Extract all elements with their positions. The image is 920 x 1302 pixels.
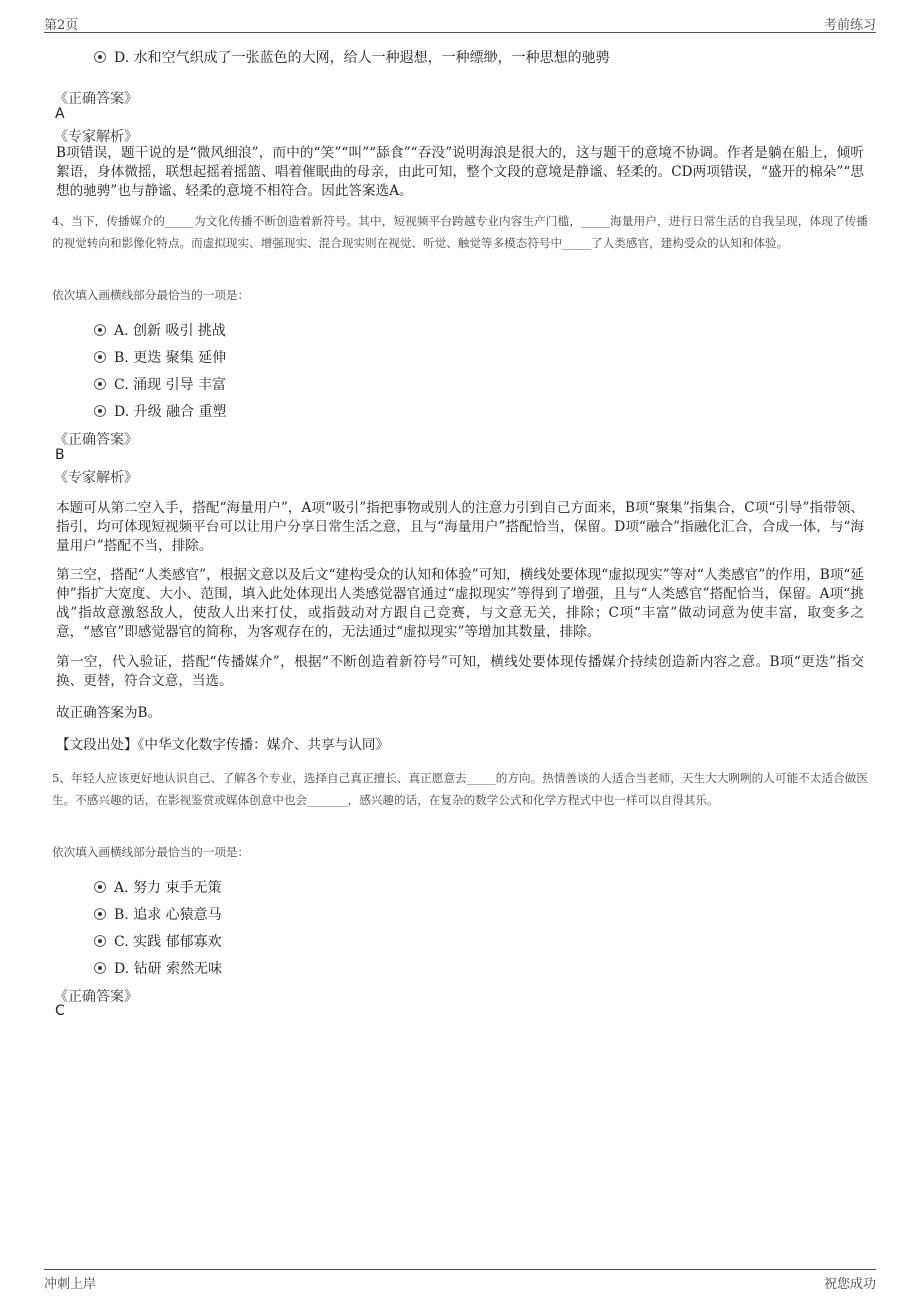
header-title: 考前练习: [823, 18, 876, 33]
q4-answer-label: 《正确答案》: [54, 432, 138, 448]
q5-prompt: 依次填入画横线部分最恰当的一项是：: [52, 845, 250, 859]
q5-answer-label: 《正确答案》: [54, 989, 138, 1005]
radio-icon[interactable]: [94, 908, 106, 920]
q3-analysis-label: 《专家解析》: [54, 129, 138, 145]
radio-icon[interactable]: [94, 351, 106, 363]
q4-analysis-p1: 本题可从第二空入手，搭配“海量用户”，A项“吸引”指把事物或别人的注意力引到自己方面来，B项“聚集”指集合，C项“引导”指带领、指引，均可体现短视频平台可以让用户分享日常生活之意，且与“海量用户”搭配恰当，保留。D项“融合”指融化汇合，合成一体，与“海量用户”搭配不当，排除。: [56, 500, 864, 554]
q4-source: 【文段出处】《中华文化数字传播：媒介、共享与认同》: [56, 737, 390, 753]
q4-stem: 4、当下，传播媒介的_____为文化传播不断创造着新符号。其中，短视频平台跨越专业内容生产门槛，_____海量用户，进行日常生活的自我呈现，体现了传播的视觉转向和影像化特点。而虚拟现实、增强现实、混合现实则在视觉、听觉、触觉等多模态符号中_____了人类感官，建构受众的认知和体验。: [52, 214, 868, 250]
page-number: 第2页: [44, 18, 79, 33]
radio-icon[interactable]: [94, 405, 106, 417]
q4-prompt: 依次填入画横线部分最恰当的一项是：: [52, 288, 250, 302]
radio-icon[interactable]: [94, 378, 106, 390]
q3-analysis: B项错误，题干说的是“微风细浪”，而中的“笑”“叫”“舔食”“吞没”说明海浪是很大的，这与题干的意境不协调。作者是躺在船上，倾听絮语，身体微摇，联想起摇着摇篮、唱着催眠曲的母亲，由此可知，整个文段的意境是静谧、轻柔的。CD两项错误，“盛开的棉朵”“思想的驰骋”也与静谧、轻柔的意境不相符合。因此答案选A。: [56, 145, 864, 199]
q5-answer: C: [55, 1003, 65, 1019]
radio-icon[interactable]: [94, 324, 106, 336]
q4-answer: B: [55, 447, 65, 463]
radio-icon[interactable]: [94, 51, 106, 63]
radio-icon[interactable]: [94, 935, 106, 947]
q5-stem: 5、年轻人应该更好地认识自己、了解各个专业，选择自己真正擅长、真正愿意去_____的方向。热情善谈的人适合当老师，天生大大咧咧的人可能不太适合做医生。不感兴趣的话，在影视鉴赏或媒体创意中也会_______，感兴趣的话，在复杂的数学公式和化学方程式中也一样可以自得其乐。: [52, 771, 868, 807]
page-header: [44, 12, 876, 33]
q4-analysis-p2: 第三空，搭配“人类感官”，根据文意以及后文“建构受众的认知和体验”可知，横线处要体现“虚拟现实”等对“人类感官”的作用，B项“延伸”指扩大宽度、大小、范围，填入此处体现出人类感觉器官通过“虚拟现实”等得到了增强，且与“人类感官”搭配恰当，保留。A项“挑战”指故意激怒敌人，使敌人出来打仗，或指鼓动对方跟自己竞赛，与文意无关，排除；C项“丰富”做动词意为使丰富，取变多之意，“感官”即感觉器官的简称，为客观存在的，无法通过“虚拟现实”等增加其数量，排除。: [56, 567, 864, 640]
radio-icon[interactable]: [94, 962, 106, 974]
footer-right-text: 祝您成功: [823, 1277, 876, 1292]
radio-icon[interactable]: [94, 881, 106, 893]
q4-analysis-label: 《专家解析》: [54, 470, 138, 486]
footer-left-text: 冲刺上岸: [44, 1277, 97, 1292]
q4-analysis-p3: 第一空，代入验证，搭配“传播媒介”，根据“不断创造着新符号”可知，横线处要体现传播媒介持续创造新内容之意。B项“更迭”指交换、更替，符合文意，当选。: [56, 654, 864, 689]
q3-answer-label: 《正确答案》: [54, 91, 138, 107]
q4-analysis-p4: 故正确答案为B。: [56, 705, 162, 721]
q3-answer: A: [55, 106, 65, 122]
page-footer: [44, 1269, 876, 1290]
